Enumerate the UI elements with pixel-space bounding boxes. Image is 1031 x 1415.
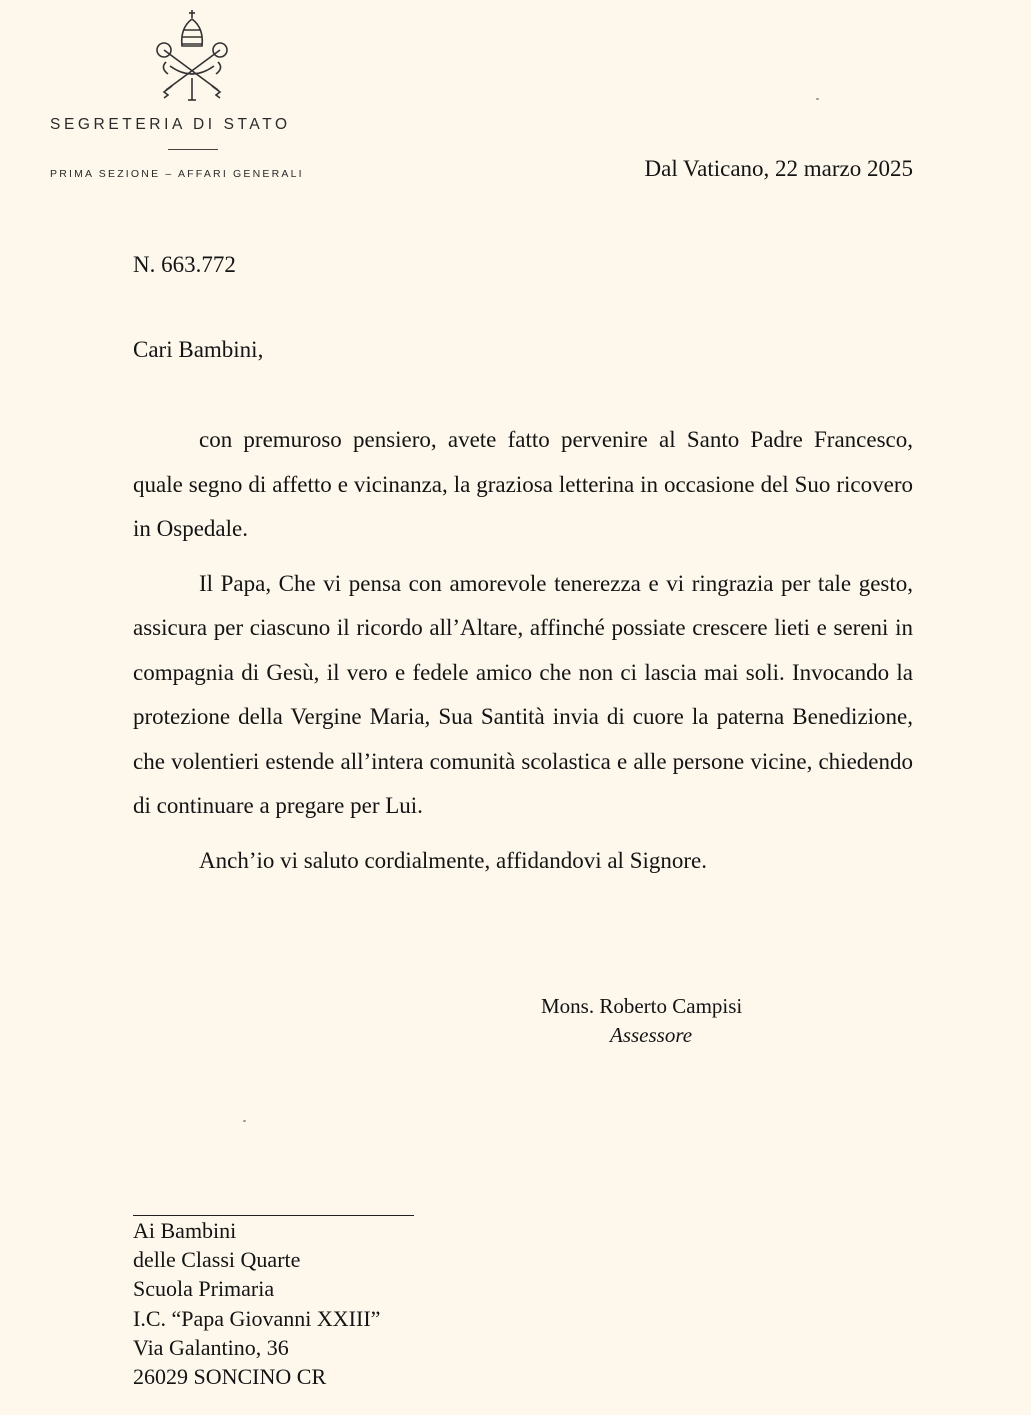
- salutation: Cari Bambini,: [133, 337, 264, 362]
- address-line: delle Classi Quarte: [133, 1247, 301, 1273]
- signature-block: [541, 992, 742, 1050]
- office-title: SEGRETERIA DI STATO: [50, 116, 291, 133]
- letter-body: [133, 418, 913, 893]
- address-line: Scuola Primaria: [133, 1276, 275, 1302]
- address-line: Ai Bambini: [133, 1218, 237, 1243]
- signatory-name: Mons. Roberto Campisi: [541, 994, 743, 1018]
- body-paragraph: con premuroso pensiero, avete fatto pervenire al Santo Padre Francesco, quale segno di affetto e vicinanza, la graziosa letterina in occasione del Suo ricovero in Ospedale.: [133, 427, 913, 541]
- letterhead-divider: [168, 149, 218, 150]
- recipient-address: [133, 1216, 380, 1391]
- address-line: Via Galantino, 36: [133, 1334, 289, 1360]
- body-paragraph: Anch’io vi saluto cordialmente, affidandovi al Signore.: [199, 847, 707, 873]
- paper-speck: [243, 1120, 246, 1122]
- place-and-date: Dal Vaticano, 22 marzo 2025: [644, 156, 913, 181]
- papal-keys-and-tiara-emblem-icon: [150, 8, 234, 104]
- protocol-number: N. 663.772: [133, 252, 236, 277]
- body-paragraph: Il Papa, Che vi pensa con amorevole tenerezza e vi ringrazia per tale gesto, assicura per ciascuno il ricordo all’Altare, affinché possiate crescere lieti e sereni in compagnia di Gesù, il vero e fedele amico che non ci lascia mai soli. Invocando la protezione della Vergine Maria, Sua Santità invia di cuore la paterna Benedizione, che volentieri estende all’intera comunità scolastica e alle persone vicine, chiedendo di continuare a pregare per Lui.: [133, 570, 913, 818]
- signatory-role: Assessore: [610, 1023, 693, 1047]
- address-line: I.C. “Papa Giovanni XXIII”: [133, 1305, 381, 1331]
- address-line: 26029 SONCINO CR: [133, 1364, 327, 1390]
- office-subtitle: PRIMA SEZIONE – AFFARI GENERALI: [50, 168, 304, 180]
- paper-speck: [816, 98, 819, 100]
